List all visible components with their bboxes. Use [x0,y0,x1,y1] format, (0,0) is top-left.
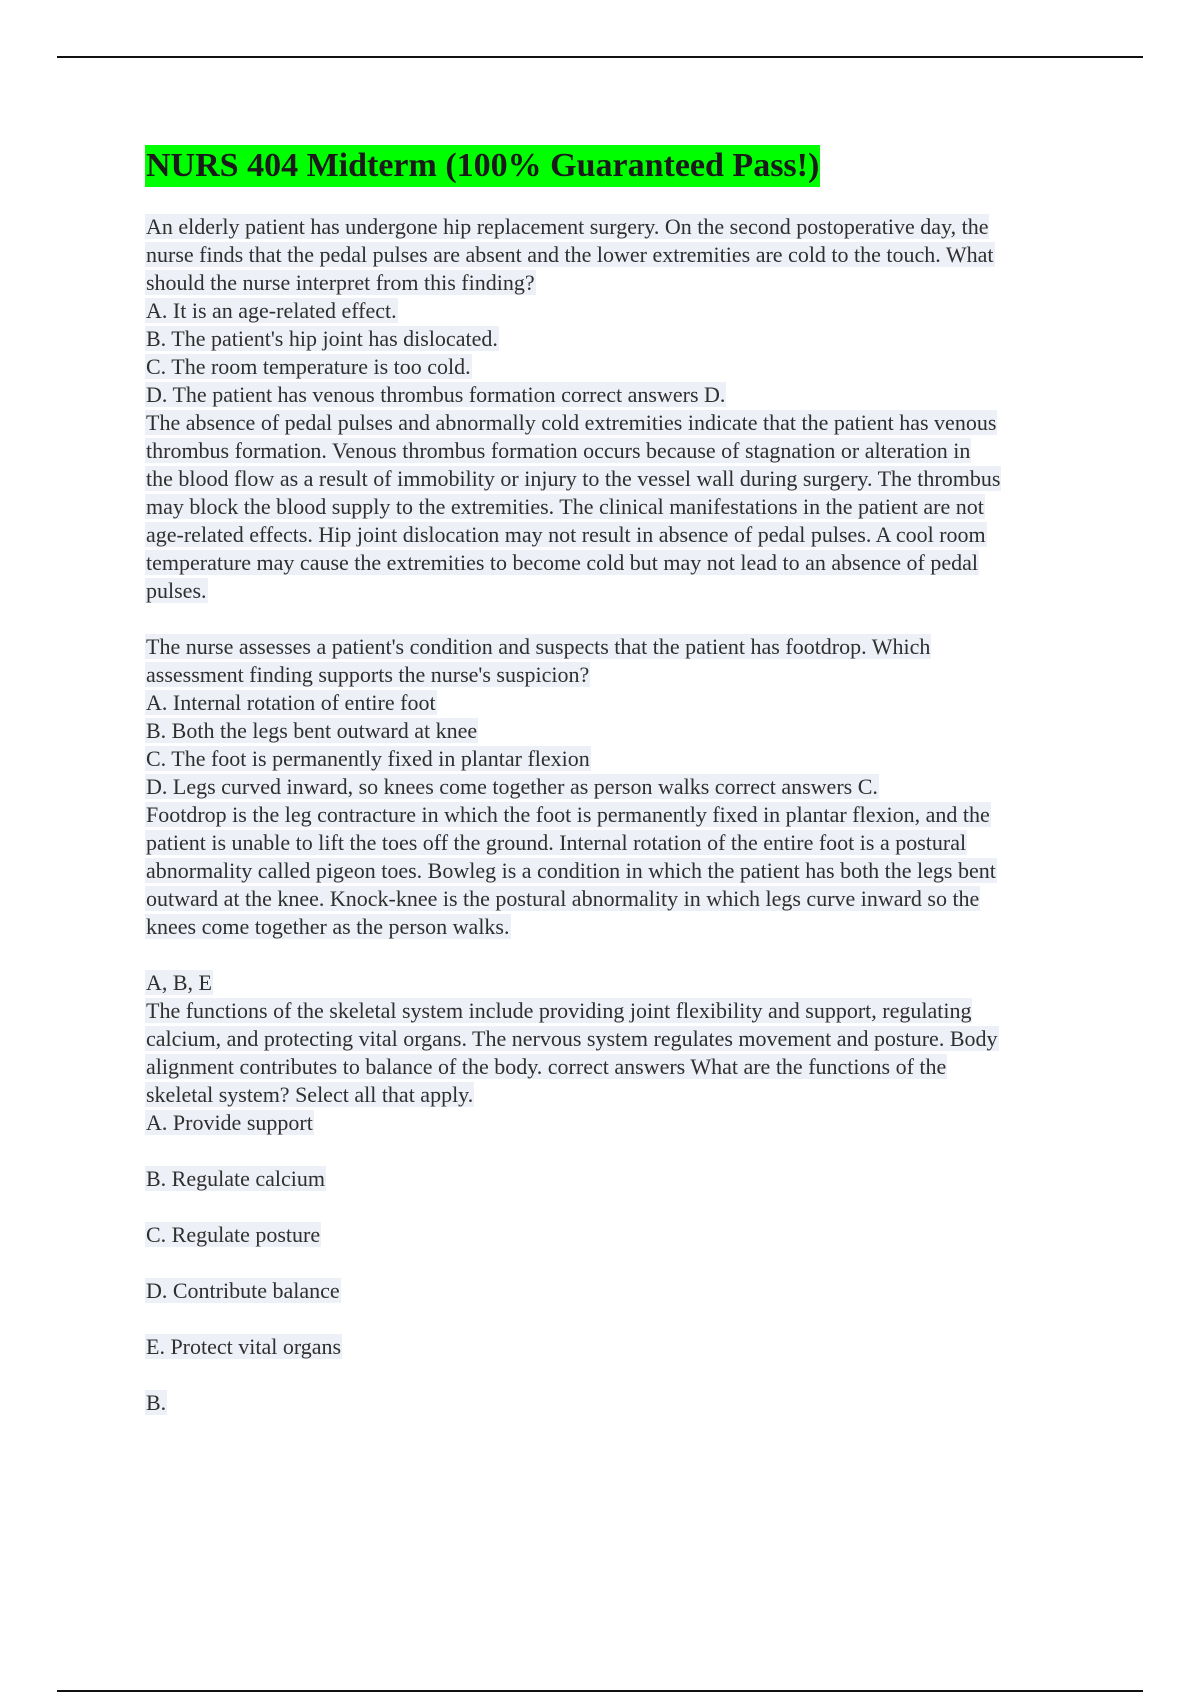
question-1 [145,213,1100,605]
text-line: temperature may cause the extremities to become cold but may not lead to an absence of pedal [146,550,979,575]
answer-line: A, B, E [146,970,212,995]
text-line: thrombus formation. Venous thrombus formation occurs because of stagnation or alteration in [146,438,971,463]
text-line: The absence of pedal pulses and abnormally cold extremities indicate that the patient has venous [146,410,997,435]
text-line: age-related effects. Hip joint dislocation may not result in absence of pedal pulses. A cool room [146,522,986,547]
text-line: alignment contributes to balance of the body. correct answers What are the functions of the [146,1054,947,1079]
text-line: outward at the knee. Knock-knee is the postural abnormality in which legs curve inward so the [146,886,980,911]
option-line: E. Protect vital organs [146,1334,342,1359]
option-line: B. The patient's hip joint has dislocated. [146,326,498,351]
text-line: An elderly patient has undergone hip replacement surgery. On the second postoperative day, the [146,214,989,239]
text-line: Footdrop is the leg contracture in which the foot is permanently fixed in plantar flexion, and the [146,802,990,827]
text-line: calcium, and protecting vital organs. The nervous system regulates movement and posture. Body [146,1026,998,1051]
spacer [145,1137,1100,1165]
text-line: skeletal system? Select all that apply. [146,1082,474,1107]
option-line: C. Regulate posture [146,1222,321,1247]
text-line: may block the blood supply to the extremities. The clinical manifestations in the patient are not [146,494,984,519]
option-line: A. It is an age-related effect. [146,298,397,323]
spacer [145,1305,1100,1333]
spacer [145,1361,1100,1389]
option-line: D. The patient has venous thrombus formation correct answers D. [146,382,726,407]
text-line: assessment finding supports the nurse's suspicion? [146,662,590,687]
text-line: pulses. [146,578,207,603]
option-line: A. Internal rotation of entire foot [146,690,436,715]
text-line: nurse finds that the pedal pulses are absent and the lower extremities are cold to the touch. What [146,242,994,267]
option-line: D. Legs curved inward, so knees come together as person walks correct answers C. [146,774,878,799]
option-line: A. Provide support [146,1110,313,1135]
text-line: knees come together as the person walks. [146,914,510,939]
text-line: The nurse assesses a patient's condition and suspects that the patient has footdrop. Which [146,634,931,659]
answer-line: B. [146,1390,167,1415]
spacer [145,941,1100,969]
option-line: C. The foot is permanently fixed in plantar flexion [146,746,590,771]
text-line: the blood flow as a result of immobility or injury to the vessel wall during surgery. The thrombus [146,466,1001,491]
option-line: D. Contribute balance [146,1278,340,1303]
spacer [145,1193,1100,1221]
footer-rule [57,1690,1143,1692]
text-line: abnormality called pigeon toes. Bowleg is a condition in which the patient has both the legs bent [146,858,996,883]
spacer [145,605,1100,633]
text-line: The functions of the skeletal system include providing joint flexibility and support, regulating [146,998,972,1023]
question-2 [145,633,1100,941]
text-line: patient is unable to lift the toes off the ground. Internal rotation of the entire foot is a postural [146,830,967,855]
option-line: B. Regulate calcium [146,1166,325,1191]
document-title: NURS 404 Midterm (100% Guaranteed Pass!) [145,145,820,187]
document-body [145,145,1100,1417]
option-line: C. The room temperature is too cold. [146,354,471,379]
option-line: B. Both the legs bent outward at knee [146,718,478,743]
text-line: should the nurse interpret from this finding? [146,270,535,295]
header-rule [57,56,1143,58]
question-3 [145,969,1100,1417]
spacer [145,1249,1100,1277]
